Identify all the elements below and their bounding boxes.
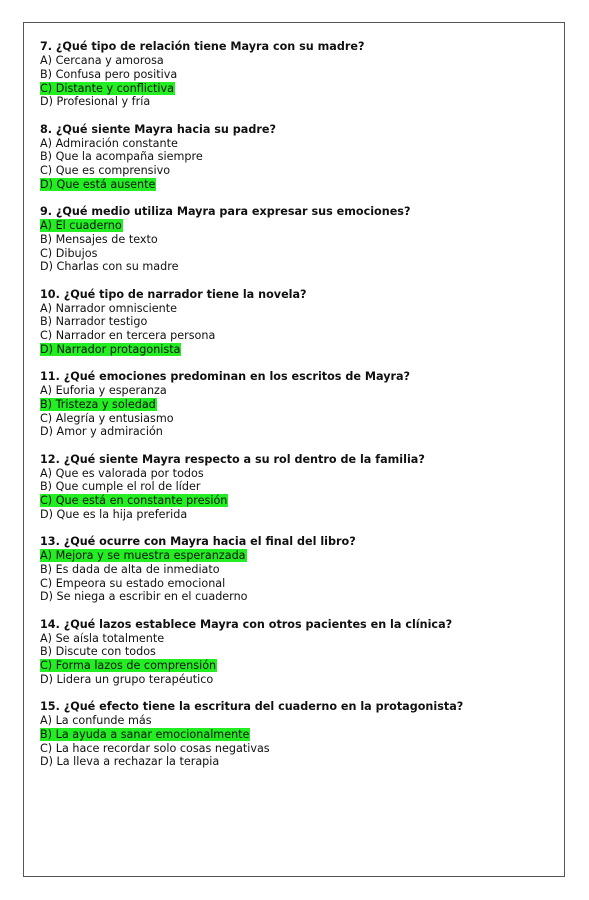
question-title: 9. ¿Qué medio utiliza Mayra para expresar sus emociones? <box>40 205 411 218</box>
question-block <box>40 40 560 109</box>
question-block <box>40 370 560 439</box>
answer-option-text: D) Narrador protagonista <box>40 342 181 356</box>
answer-option <box>40 302 560 316</box>
answer-option <box>40 742 560 756</box>
question-title: 14. ¿Qué lazos establece Mayra con otros pacientes en la clínica? <box>40 617 453 631</box>
answer-option <box>40 384 560 398</box>
answer-option-text: D) Charlas con su madre <box>40 260 179 274</box>
question-title: 11. ¿Qué emociones predominan en los escritos de Mayra? <box>40 370 411 383</box>
answer-option-correct <box>40 219 560 233</box>
answer-option-text: D) Profesional y fría <box>40 95 151 109</box>
answer-option-text: C) Dibujos <box>40 246 98 260</box>
answer-option-text: A) Narrador omnisciente <box>40 301 178 315</box>
question-title: 12. ¿Qué siente Mayra respecto a su rol dentro de la familia? <box>40 452 425 466</box>
answer-option-text: C) Distante y conflictiva <box>40 81 174 95</box>
answer-option <box>40 632 560 646</box>
answer-option-text: B) Que cumple el rol de líder <box>40 480 201 494</box>
question-block <box>40 453 560 522</box>
answer-option-text: B) Es dada de alta de inmediato <box>40 562 220 576</box>
answer-option-text: A) Cercana y amorosa <box>40 54 164 67</box>
answer-option-text: A) La confunde más <box>40 714 152 727</box>
answer-option-text: A) Euforia y esperanza <box>40 384 167 397</box>
question-block <box>40 123 560 192</box>
answer-option-text: A) Que es valorada por todos <box>40 466 204 480</box>
answer-option-text: D) Que está ausente <box>40 177 156 191</box>
answer-option-text: A) Mejora y se muestra esperanzada <box>40 549 246 562</box>
answer-option-correct <box>40 494 560 508</box>
question-block <box>40 535 560 604</box>
answer-option <box>40 315 560 329</box>
answer-option <box>40 645 560 659</box>
answer-option-correct <box>40 659 560 673</box>
answer-option-text: B) Narrador testigo <box>40 315 148 329</box>
answer-option-correct <box>40 178 560 192</box>
answer-option-text: B) Que la acompaña siempre <box>40 150 203 164</box>
answer-option-text: B) Mensajes de texto <box>40 232 158 246</box>
answer-option-correct <box>40 82 560 96</box>
answer-option-text: C) Que está en constante presión <box>40 494 228 507</box>
answer-option <box>40 412 560 426</box>
answer-option <box>40 714 560 728</box>
answer-option <box>40 164 560 178</box>
answer-option-text: A) Admiración constante <box>40 136 178 150</box>
answer-option <box>40 755 560 769</box>
answer-option-correct <box>40 728 560 742</box>
quiz-content <box>40 40 560 783</box>
answer-option-text: D) La lleva a rechazar la terapia <box>40 755 220 769</box>
answer-option-text: B) Tristeza y soledad <box>40 397 156 411</box>
answer-option-text: D) Que es la hija preferida <box>40 507 188 521</box>
answer-option-correct <box>40 549 560 563</box>
question-title: 10. ¿Qué tipo de narrador tiene la novela? <box>40 287 307 301</box>
answer-option <box>40 480 560 494</box>
answer-option <box>40 467 560 481</box>
answer-option-text: C) Forma lazos de comprensión <box>40 659 217 672</box>
answer-option <box>40 68 560 82</box>
answer-option <box>40 247 560 261</box>
question-block <box>40 618 560 687</box>
question-title: 8. ¿Qué siente Mayra hacia su padre? <box>40 122 276 136</box>
answer-option-text: B) Discute con todos <box>40 645 156 659</box>
answer-option-text: C) Que es comprensivo <box>40 164 171 177</box>
answer-option-text: C) Alegría y entusiasmo <box>40 411 174 425</box>
question-title: 13. ¿Qué ocurre con Mayra hacia el final del libro? <box>40 535 356 548</box>
answer-option <box>40 150 560 164</box>
question-block <box>40 288 560 357</box>
answer-option-text: D) Se niega a escribir en el cuaderno <box>40 590 248 604</box>
answer-option-text: A) Se aísla totalmente <box>40 631 165 645</box>
answer-option <box>40 54 560 68</box>
answer-option-text: B) La ayuda a sanar emocionalmente <box>40 727 250 741</box>
answer-option <box>40 137 560 151</box>
question-block <box>40 205 560 274</box>
answer-option-text: D) Amor y admiración <box>40 425 163 439</box>
answer-option <box>40 563 560 577</box>
answer-option <box>40 577 560 591</box>
answer-option <box>40 260 560 274</box>
answer-option-text: D) Lidera un grupo terapéutico <box>40 672 214 686</box>
answer-option <box>40 95 560 109</box>
question-block <box>40 700 560 769</box>
answer-option <box>40 508 560 522</box>
answer-option <box>40 329 560 343</box>
question-title: 15. ¿Qué efecto tiene la escritura del cuaderno en la protagonista? <box>40 700 464 713</box>
answer-option-text: C) Narrador en tercera persona <box>40 329 216 342</box>
answer-option <box>40 673 560 687</box>
answer-option-correct <box>40 343 560 357</box>
answer-option <box>40 233 560 247</box>
answer-option-correct <box>40 398 560 412</box>
answer-option-text: A) El cuaderno <box>40 219 122 232</box>
question-title: 7. ¿Qué tipo de relación tiene Mayra con su madre? <box>40 40 365 53</box>
answer-option-text: C) Empeora su estado emocional <box>40 576 226 590</box>
answer-option-text: B) Confusa pero positiva <box>40 67 178 81</box>
answer-option <box>40 590 560 604</box>
answer-option-text: C) La hace recordar solo cosas negativas <box>40 741 270 755</box>
answer-option <box>40 425 560 439</box>
